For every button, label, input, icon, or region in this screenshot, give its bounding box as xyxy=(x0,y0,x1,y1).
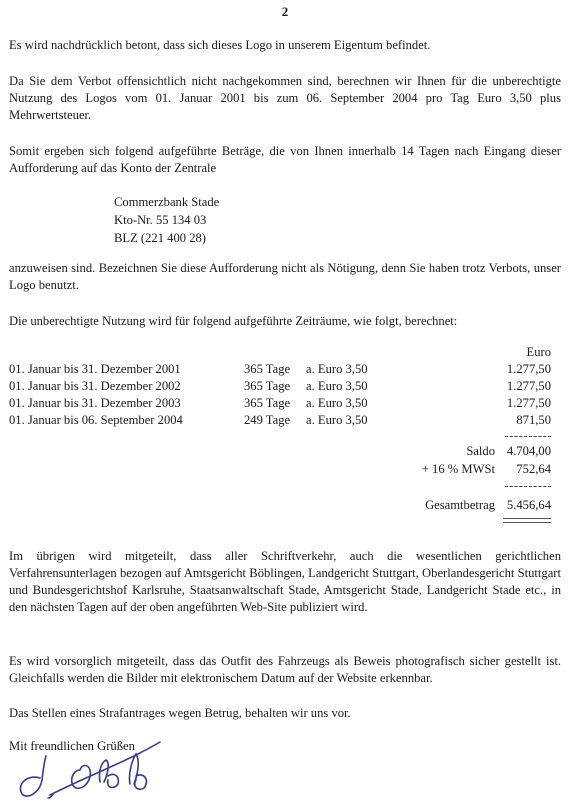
subtotal-divider xyxy=(505,436,551,437)
page-number: 2 xyxy=(281,4,289,19)
closing-greeting: Mit freundlichen Grüßen xyxy=(9,739,135,753)
saldo-row xyxy=(9,444,561,461)
total-row xyxy=(9,498,561,515)
total-divider xyxy=(505,486,551,487)
paragraph-criminal-complaint: Das Stellen eines Strafantrages wegen Betrug, behalten wir uns vor. xyxy=(9,706,351,720)
handwritten-signature xyxy=(10,740,175,800)
saldo-label: Saldo xyxy=(466,444,495,458)
bank-name: Commerzbank Stade xyxy=(114,195,220,209)
days-cell: 365 Tage xyxy=(244,362,291,376)
days-cell: 365 Tage xyxy=(244,396,291,410)
table-header-row xyxy=(9,345,561,362)
amount-cell: 1.277,50 xyxy=(506,379,551,393)
paragraph-transfer-note: anzuweisen sind. Bezeichnen Sie diese Aufforderung nicht als Nötigung, denn Sie haben trotz Verbots, unser Logo benutzt. xyxy=(9,261,561,292)
paragraph-payment-request: Somit ergeben sich folgend aufgeführte Beträge, die von Ihnen innerhalb 14 Tagen nach Eingang dieser Aufforderung auf das Konto der Zentrale xyxy=(9,144,561,175)
period-cell: 01. Januar bis 31. Dezember 2001 xyxy=(9,362,181,376)
bank-code: BLZ (221 400 28) xyxy=(114,231,206,245)
vat-label: + 16 % MWSt xyxy=(421,462,495,476)
paragraph-usage-charge: Da Sie dem Verbot offensichtlich nicht nachgekommen sind, berechnen wir Ihnen für die unberechtigte Nutzung des Logos vom 01. Januar 2001 bis zum 06. September 2004 pro Tag Euro 3,50 plus Mehrwertsteuer. xyxy=(9,74,561,122)
period-cell: 01. Januar bis 06. September 2004 xyxy=(9,413,183,427)
bank-details xyxy=(114,193,219,247)
days-cell: 249 Tage xyxy=(244,413,291,427)
amount-cell: 871,50 xyxy=(516,413,551,427)
paragraph-evidence-notice: Es wird vorsorglich mitgeteilt, dass das Outfit des Fahrzeugs als Beweis photografisch sicher gestellt ist. Gleichfalls werden die Bilder mit elektronischem Datum auf der Website erkennbar. xyxy=(9,654,561,685)
period-cell: 01. Januar bis 31. Dezember 2003 xyxy=(9,396,181,410)
saldo-value: 4.704,00 xyxy=(506,444,551,458)
total-label: Gesamtbetrag xyxy=(425,498,495,512)
amount-cell: 1.277,50 xyxy=(506,362,551,376)
table-row xyxy=(9,362,561,379)
rate-cell: a. Euro 3,50 xyxy=(306,396,368,410)
paragraph-publication-notice: Im übrigen wird mitgeteilt, dass aller Schriftverkehr, auch die wesentlichen gerichtlichen Verfahrensunterlagen bezogen auf Amtsgericht Böblingen, Landgericht Stuttgart, Oberlandesgericht Stuttgart und Bundesgerichtshof Karlsruhe, Staatsanwaltschaft Stade, Amtsgericht Stade, Landgericht Stade etc., in den nächsten Tagen auf der oben angeführten Web-Site publiziert wird. xyxy=(9,549,561,614)
currency-header: Euro xyxy=(526,345,551,359)
table-row xyxy=(9,379,561,396)
vat-value: 752,64 xyxy=(516,462,551,476)
bank-account-number: Kto-Nr. 55 134 03 xyxy=(114,213,207,227)
days-cell: 365 Tage xyxy=(244,379,291,393)
rate-cell: a. Euro 3,50 xyxy=(306,379,368,393)
rate-cell: a. Euro 3,50 xyxy=(306,413,368,427)
period-cell: 01. Januar bis 31. Dezember 2002 xyxy=(9,379,181,393)
table-row xyxy=(9,396,561,413)
rate-cell: a. Euro 3,50 xyxy=(306,362,368,376)
paragraph-periods-intro: Die unberechtigte Nutzung wird für folgend aufgeführte Zeiträume, wie folgt, berechnet: xyxy=(9,314,458,328)
paragraph-logo-ownership: Es wird nachdrücklich betont, dass sich dieses Logo in unserem Eigentum befindet. xyxy=(9,38,431,52)
vat-row xyxy=(9,462,561,479)
total-double-underline xyxy=(503,518,551,523)
table-row xyxy=(9,413,561,430)
amount-cell: 1.277,50 xyxy=(506,396,551,410)
total-value: 5.456,64 xyxy=(506,498,551,512)
